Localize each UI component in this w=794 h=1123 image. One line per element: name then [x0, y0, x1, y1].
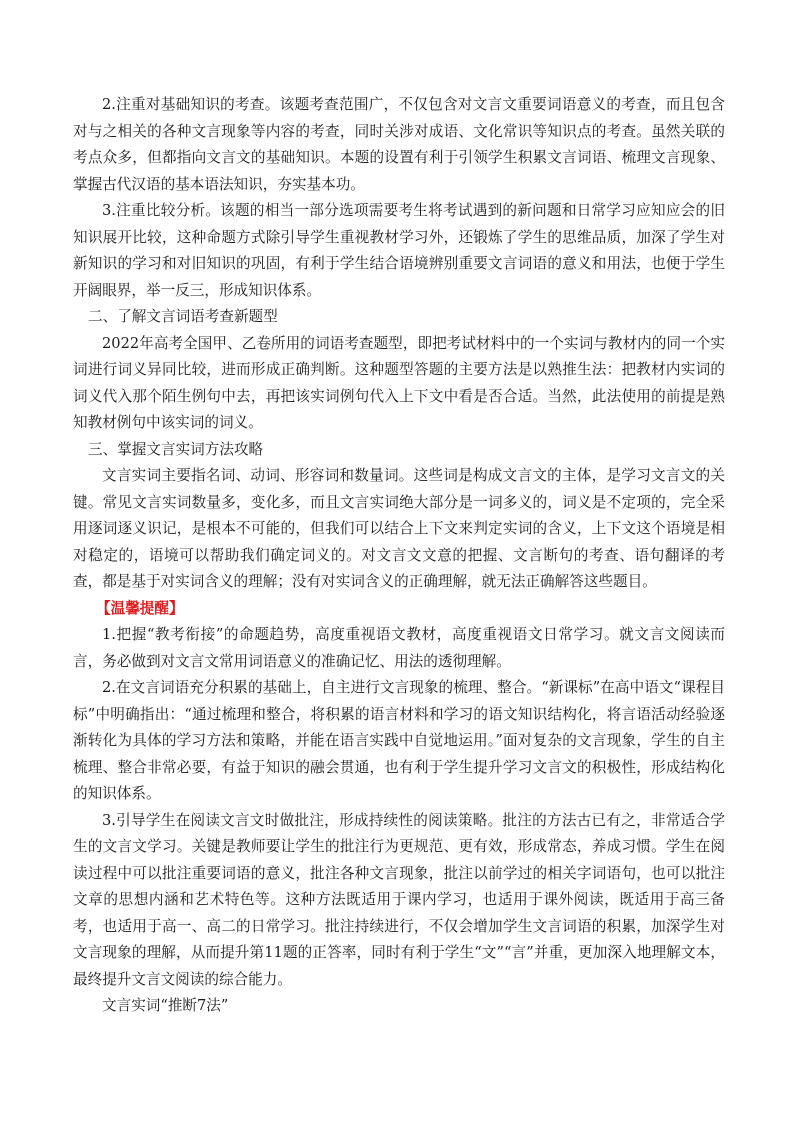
document-body: [73, 92, 725, 1020]
paragraph-reminder-3: 3.引导学生在阅读文言文时做批注，形成持续性的阅读策略。批注的方法古已有之，非常适合学生的文言文学习。关键是教师要让学生的批注行为更规范、更有效，形成常态，养成习惯。学生在阅读过程中可以批注重要词语的意义，批注各种文言现象，批注以前学过的相关字词语句，也可以批注文章的思想内涵和艺术特色等。这种方法既适用于课内学习，也适用于课外阅读，既适用于高三备考，也适用于高一、高二的日常学习。批注持续进行，不仅会增加学生文言词语的积累，加深学生对文言现象的理解，从而提升第11题的正答率，同时有利于学生“文”“言”并重，更加深入地理解文本，最终提升文言文阅读的综合能力。: [73, 811, 725, 988]
paragraph-comparison-analysis: 3.注重比较分析。该题的相当一部分选项需要考生将考试遇到的新问题和日常学习应知应会的旧知识展开比较，这种命题方式除引导学生重视教材学习外，还锻炼了学生的思维品质，加深了学生对新知识的学习和对旧知识的巩固，有利于学生结合语境辨别重要文言词语的意义和用法，也便于学生开阔眼界，举一反三，形成知识体系。: [73, 202, 725, 299]
section-heading-new-question-type: 二、了解文言词语考查新题型: [88, 308, 278, 325]
section-heading-method-strategy: 三、掌握文言实词方法攻略: [88, 440, 264, 458]
paragraph-basic-knowledge: 2.注重对基础知识的考查。该题考查范围广，不仅包含对文言文重要词语意义的考查，而且包含对与之相关的各种文言现象等内容的考查，同时关涉对成语、文化常识等知识点的考查。虽然关联的考点众多，但都指向文言文的基础知识。本题的设置有利于引领学生积累文言词语、梳理文言现象、掌握古代汉语的基本语法知识，夯实基本功。: [73, 96, 725, 193]
paragraph-reminder-1: 1.把握“教考衔接”的命题趋势，高度重视语文教材，高度重视语文日常学习。就文言文阅读而言，务必做到对文言文常用词语意义的准确记忆、用法的透彻理解。: [73, 626, 725, 670]
paragraph-method-strategy: 文言实词主要指名词、动词、形容词和数量词。这些词是构成文言文的主体，是学习文言文的关键。常见文言实词数量多，变化多，而且文言实词绝大部分是一词多义的，词义是不定项的，完全采用逐词逐义识记，是根本不可能的，但我们可以结合上下文来判定实词的含义，上下文这个语境是相对稳定的，语境可以帮助我们确定词义的。对文言文文意的把握、文言断句的考查、语句翻译的考查，都是基于对实词含义的理解；没有对实词含义的正确理解，就无法正确解答这些题目。: [73, 467, 725, 590]
paragraph-new-question-type: 2022年高考全国甲、乙卷所用的词语考查题型，即把考试材料中的一个实词与教材内的同一个实词进行词义异同比较，进而形成正确判断。这种题型答题的主要方法是以熟推生法：把教材内实词的词义代入那个陌生例句中去，再把该实词例句代入上下文中看是否合适。当然，此法使用的前提是熟知教材例句中该实词的词义。: [73, 334, 725, 431]
paragraph-reminder-2: 2.在文言词语充分积累的基础上，自主进行文言现象的梳理、整合。“新课标”在高中语文“课程目标”中明确指出：“通过梳理和整合，将积累的语言材料和学习的语文知识结构化，将言语活动经验逐渐转化为具体的学习方法和策略，并能在语言实践中自觉地运用。”面对复杂的文言现象，学生的自主梳理、整合非常必要，有益于知识的融会贯通，也有利于学生提升学习文言文的积极性，形成结构化的知识体系。: [73, 679, 725, 802]
warm-reminder-heading: 【温馨提醒】: [96, 599, 184, 617]
paragraph-inference-methods-title: 文言实词“推断7法”: [102, 997, 229, 1014]
